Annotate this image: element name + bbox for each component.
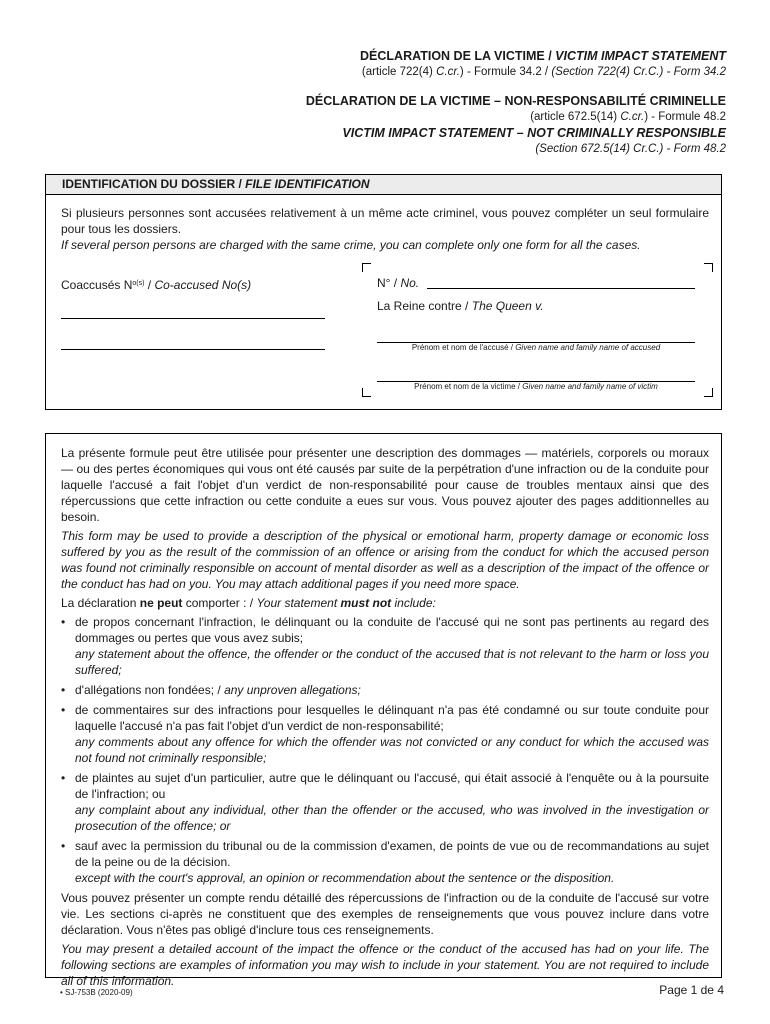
file-identification-heading	[46, 175, 721, 195]
information-section	[45, 433, 722, 988]
no-en: No.	[400, 276, 420, 290]
queen-fr: La Reine contre /	[377, 299, 472, 313]
intro-en: If several person persons are charged with the same crime, you can complete only one form for all the cases.	[61, 238, 641, 252]
list-item	[61, 682, 709, 698]
coaccused-fr: Coaccusés N	[61, 278, 133, 292]
list-item	[61, 702, 709, 766]
file-identification-intro	[61, 205, 709, 253]
coaccused-sep: /	[144, 278, 155, 292]
info-paragraph-3-fr: Vous pouvez présenter un compte rendu détaillé des répercussions de l'infraction ou de la conduite de l'accusé sur votre vie. Les sections ci-après ne constituent que des exemples de renseignements que vous pouvez inclure dans votre déclaration. Vous n'êtes pas obligé d'inclure tous ces renseignements.	[61, 891, 709, 937]
coaccused-label	[61, 276, 251, 293]
p2-fr-b: comporter : /	[182, 596, 257, 610]
ref1-mid: ) - Formule 34.2 /	[459, 66, 552, 78]
form-title-1-fr: DÉCLARATION DE LA VICTIME /	[360, 49, 556, 63]
list-item	[61, 770, 709, 834]
corner-mark-top-right	[704, 263, 713, 272]
bullet-icon: •	[61, 615, 66, 629]
list-item	[61, 838, 709, 886]
coaccused-field-1[interactable]	[61, 318, 325, 319]
victim-name-caption	[377, 382, 695, 392]
coaccused-sup: o(s)	[132, 280, 145, 287]
ref1-en: (Section 722(4) Cr.C.) - Form 34.2	[551, 66, 726, 78]
heading-en: FILE IDENTIFICATION	[245, 177, 370, 191]
list-item-en: any complaint about any individual, other than the offender or the accused, who was involved in the investigation or prosecution of the offence; or	[75, 803, 709, 833]
bullet-icon: •	[61, 771, 66, 785]
intro-fr: Si plusieurs personnes sont accusées relativement à un même acte criminel, vous pouvez compléter un seul formulaire pour tous les dossiers.	[61, 206, 709, 236]
accused-caption-en: Given name and family name of accused	[515, 343, 661, 352]
file-number-field[interactable]	[427, 288, 695, 289]
ref2-fr-a: (article 672.5(14)	[530, 111, 621, 123]
ref2-fr-b: ) - Formule 48.2	[644, 111, 726, 123]
list-item-en: any unproven allegations;	[224, 683, 361, 697]
list-item-en: any statement about the offence, the offender or the conduct of the accused that is not relevant to the harm or loss you suffered;	[75, 647, 709, 677]
list-item-fr: d'allégations non fondées; /	[75, 683, 225, 697]
ref1-fr: (article 722(4)	[361, 66, 437, 78]
info-paragraph-1-en: This form may be used to provide a description of the physical or emotional harm, property damage or economic loss suffered by you as the result of the commission of an offence or arising from the conduct for which the accused person was found not criminally responsible on account of mental disorder as well as a description of the impact of the offence or the conduct has had on you. You may attach additional pages if you need more space.	[61, 529, 709, 591]
bullet-icon: •	[61, 683, 66, 697]
accused-caption-fr: Prénom et nom de l'accusé /	[411, 343, 516, 352]
p2-en-a: Your statement	[256, 596, 341, 610]
corner-mark-bottom-left	[362, 388, 371, 397]
p2-fr-bold: ne peut	[139, 596, 183, 610]
p2-fr-a: La déclaration	[61, 596, 140, 610]
bullet-icon: •	[61, 839, 66, 853]
list-item-fr: de commentaires sur des infractions pour lesquelles le délinquant n'a pas été condamné ou sur toute conduite pour laquelle l'accusé n'a pas fait l'objet d'un verdict de non-responsabilité;	[75, 703, 709, 733]
file-number-label	[377, 276, 419, 291]
accused-name-caption	[377, 343, 695, 353]
victim-caption-en: Given name and family name of victim	[522, 382, 658, 391]
must-not-include-heading	[61, 595, 709, 611]
list-item-en: any comments about any offence for which the offender was not convicted or any conduct for which the accused was not found not criminally responsible;	[75, 735, 709, 765]
page-number: Page 1 de 4	[659, 983, 724, 997]
list-item	[61, 614, 709, 678]
bullet-icon: •	[61, 703, 66, 717]
form-reference-2-fr	[60, 110, 726, 125]
file-identification-section	[45, 174, 722, 410]
form-code: • SJ-753B (2020-09)	[60, 988, 133, 997]
ref1-crim: C.cr.	[436, 66, 460, 78]
coaccused-field-2[interactable]	[61, 349, 325, 350]
info-paragraph-1-fr: La présente formule peut être utilisée pour présenter une description des dommages — matériels, corporels ou moraux — ou des pertes économiques qui vous ont été causés par suite de la perpétration d'une infraction ou de la conduite pour laquelle l'accusé a fait l'objet d'un verdict de non-responsabilité pour cause de troubles mentaux ainsi que des répercussions que cette infraction ou cette conduite a eues sur vous. Vous pouvez ajouter des pages additionnelles au besoin.	[61, 446, 709, 524]
list-item-fr: de plaintes au sujet d'un particulier, autre que le délinquant ou l'accusé, qui était associé à l'enquête ou à la poursuite de l'infraction; ou	[75, 771, 709, 801]
corner-mark-bottom-right	[704, 388, 713, 397]
form-reference-1	[60, 65, 726, 80]
queen-en: The Queen v.	[471, 299, 544, 313]
form-reference-2-en: (Section 672.5(14) Cr.C.) - Form 48.2	[535, 143, 726, 155]
coaccused-en: Co-accused No(s)	[154, 278, 252, 292]
list-item-fr: sauf avec la permission du tribunal ou de la commission d'examen, de points de vue ou de recommandations au sujet de la peine ou de la décision.	[75, 839, 709, 869]
info-paragraph-3-en: You may present a detailed account of the impact the offence or the conduct of the accused has had on your life. The following sections are examples of information you may wish to include in your statement. You are not required to include all of this information.	[61, 942, 709, 988]
p2-en-bold: must not	[340, 596, 392, 610]
p2-en-b: include:	[391, 596, 436, 610]
victim-caption-fr: Prénom et nom de la victime /	[414, 382, 523, 391]
form-title-1-en: VICTIM IMPACT STATEMENT	[555, 49, 726, 63]
form-title-2-en: VICTIM IMPACT STATEMENT – NOT CRIMINALLY RESPONSIBLE	[342, 126, 726, 140]
ref2-fr-crim: C.cr.	[620, 111, 645, 123]
form-title-1	[60, 48, 726, 65]
corner-mark-top-left	[362, 263, 371, 272]
no-fr: N° /	[377, 276, 401, 290]
heading-fr: IDENTIFICATION DU DOSSIER /	[62, 177, 246, 191]
exclusion-list	[61, 614, 709, 886]
list-item-en: except with the court's approval, an opinion or recommendation about the sentence or the disposition.	[75, 871, 615, 885]
form-header	[60, 48, 726, 157]
queen-v-label	[377, 299, 544, 314]
list-item-fr: de propos concernant l'infraction, le délinquant ou la conduite de l'accusé qui ne sont pas pertinents au regard des dommages ou pertes que vous avez subis;	[75, 615, 709, 645]
form-title-2: DÉCLARATION DE LA VICTIME – NON-RESPONSABILITÉ CRIMINELLE	[305, 94, 726, 108]
